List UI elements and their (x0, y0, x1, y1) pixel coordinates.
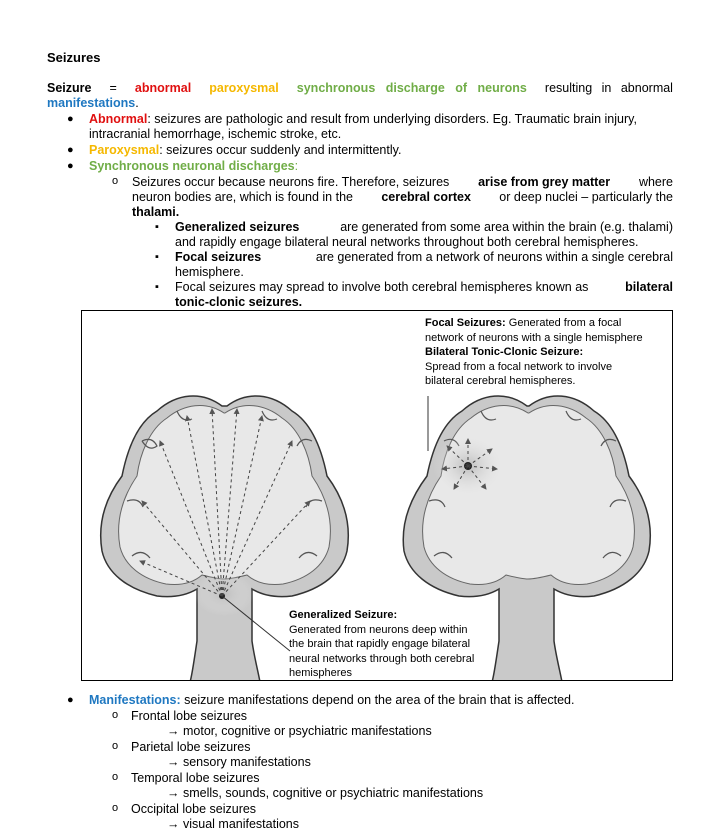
sub-bullet-circle: o (112, 709, 119, 721)
lobe-frontal: Frontal lobe seizures (131, 709, 248, 723)
arrow-icon: → (167, 724, 180, 738)
manifestations-label: Manifestations: (89, 693, 181, 707)
effect-temporal (167, 786, 483, 801)
focal-caption-text: Generated from a focal (508, 317, 622, 329)
focal-caption-title: Focal Seizures: (425, 317, 506, 329)
btc-caption-title: Bilateral Tonic-Clonic Seizure: (425, 346, 584, 358)
effect-frontal (167, 724, 432, 739)
spread-bold-1: bilateral (625, 280, 673, 294)
gen-caption-2: the brain that rapidly engage bilateral (289, 638, 471, 650)
focal-label: Focal seizures (175, 250, 262, 264)
bullet-synchronous (89, 159, 298, 174)
sub1-a: Seizures occur because neurons fire. Therefore, seizures (132, 175, 450, 189)
paroxysmal-text: : seizures occur suddenly and intermittently. (159, 143, 402, 157)
page-title: Seizures (47, 50, 101, 65)
word-abnormal: abnormal (134, 81, 192, 95)
lobe-parietal: Parietal lobe seizures (131, 740, 251, 754)
btc-caption-1: Spread from a focal network to involve (425, 360, 613, 373)
abnormal-text-2: intracranial hemorrhage, ischemic stroke, etc. (89, 127, 342, 141)
focal-caption-2: network of neurons with a single hemisphere (425, 331, 643, 344)
bullet-dot: ● (67, 160, 74, 172)
gen-caption-4: hemispheres (289, 667, 352, 679)
definition-rest: resulting in abnormal (544, 81, 673, 95)
sub1-e: cerebral cortex (381, 190, 471, 204)
spread-bold-2: tonic-clonic seizures. (175, 295, 303, 309)
arrow-icon: → (167, 755, 180, 769)
effect-text: motor, cognitive or psychiatric manifestations (182, 724, 432, 738)
sync-colon: : (294, 159, 299, 173)
bullet-dot: ● (67, 694, 74, 706)
word-synchronous: synchronous discharge of neurons (296, 81, 527, 95)
gen-line-1 (175, 220, 673, 235)
spread-text-1: Focal seizures may spread to involve both cerebral hemispheres known as (175, 280, 589, 294)
sub-seizures-line-1 (132, 175, 673, 190)
arrow-icon: → (167, 817, 180, 831)
bullet-dot: ● (67, 144, 74, 156)
bullet-dot: ● (67, 113, 74, 125)
equals-sign: = (109, 81, 117, 95)
gen-label: Generalized seizures (175, 220, 300, 234)
sub1-b: arise from grey matter (478, 175, 611, 189)
focal-caption-1 (425, 316, 621, 331)
sync-label: Synchronous neuronal discharges (89, 159, 295, 173)
btc-caption-2: bilateral cerebral hemispheres. (425, 375, 576, 387)
arrow-icon: → (167, 786, 180, 800)
gen-caption-title: Generalized Seizure: (289, 609, 398, 621)
manifestations-text: seizure manifestations depend on the area of the brain that is affected. (184, 693, 575, 707)
sub-bullet-circle: o (112, 802, 119, 814)
sub1-g: thalami. (132, 205, 180, 219)
effect-text: sensory manifestations (182, 755, 311, 769)
sub-seizures-line-2 (132, 190, 673, 205)
gen-caption-1: Generated from neurons deep within (289, 623, 468, 636)
gen-text-2: and rapidly engage bilateral neural networks throughout both cerebral hemispheres. (175, 235, 639, 249)
abnormal-text-1: : seizures are pathologic and result from underlying disorders. Eg. Traumatic brain injury, (147, 112, 637, 126)
brain-figure (81, 310, 673, 681)
sub1-d: neuron bodies are, which is found in the (132, 190, 353, 204)
definition-line-2 (47, 96, 139, 111)
sub-bullet-circle: o (112, 175, 119, 187)
sub-bullet-circle: o (112, 771, 119, 783)
spread-line-1 (175, 280, 673, 295)
term-seizure: Seizure (47, 81, 92, 95)
bullet-abnormal (89, 112, 673, 127)
effect-text: smells, sounds, cognitive or psychiatric manifestations (182, 786, 484, 800)
definition-line (47, 81, 673, 96)
manifestations-bullet (89, 693, 574, 708)
square-bullet: ▪ (155, 281, 159, 293)
paroxysmal-label: Paroxysmal (89, 143, 160, 157)
focal-line-1 (175, 250, 673, 265)
sub1-f: or deep nuclei – particularly the (499, 190, 673, 204)
effect-text: visual manifestations (182, 817, 300, 831)
word-paroxysmal: paroxysmal (209, 81, 279, 95)
square-bullet: ▪ (155, 221, 159, 233)
focal-text-2: hemisphere. (175, 265, 244, 279)
abnormal-label: Abnormal (89, 112, 148, 126)
effect-parietal (167, 755, 311, 770)
sub-bullet-circle: o (112, 740, 119, 752)
gen-caption-3: neural networks through both cerebral (289, 652, 475, 665)
bullet-paroxysmal (89, 143, 401, 158)
effect-occipital (167, 817, 299, 832)
square-bullet: ▪ (155, 251, 159, 263)
lobe-occipital: Occipital lobe seizures (131, 802, 257, 816)
word-manifestations: manifestations (47, 96, 136, 110)
lobe-temporal: Temporal lobe seizures (131, 771, 260, 785)
gen-text-1: are generated from some area within the brain (e.g. thalami) (340, 220, 673, 234)
focal-text-1: are generated from a network of neurons within a single cerebral (315, 250, 673, 264)
sub1-c: where (638, 175, 673, 189)
definition-end: . (135, 96, 139, 110)
